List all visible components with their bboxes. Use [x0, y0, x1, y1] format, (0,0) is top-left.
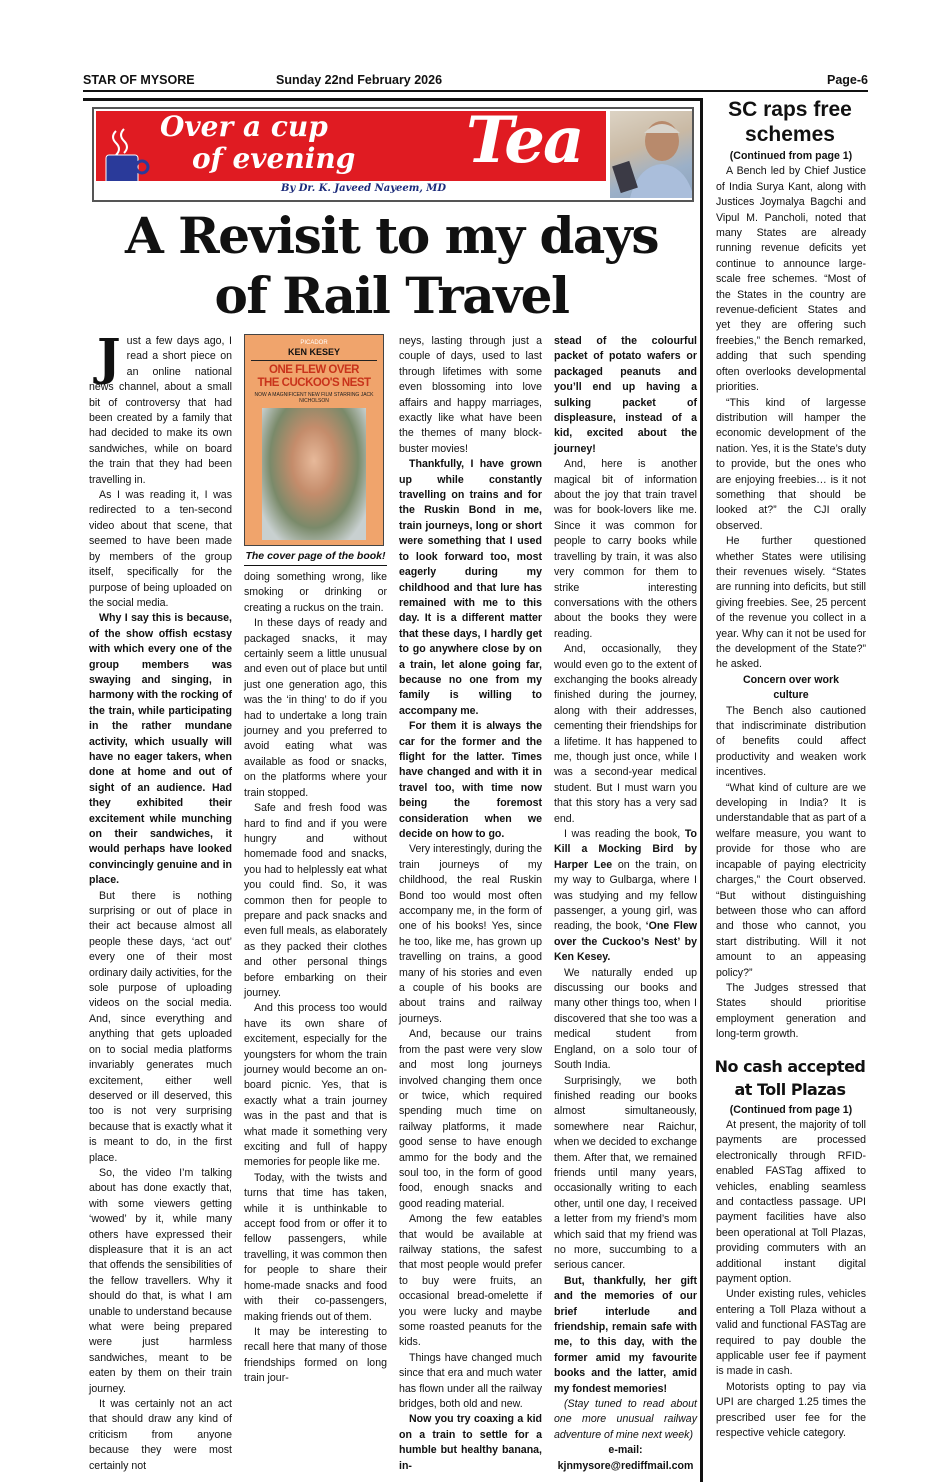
paragraph: And this process too would have its own share of excitement, especially for the youngsters for whom the train journey would become an on-board picnic. Yes, that is exactly what a train journey was in the past and that is what made it something very exciting and full of happy memories for people like me.	[244, 1002, 387, 1169]
paragraph: He further questioned whether States were utilising their revenues wisely. “States are running into deficits, but still giving freebies. See, 25 percent of the revenue you collect in a year. Why can it not be used for the development of the State?” he asked.	[716, 535, 866, 671]
book-author: KEN KESEY	[251, 347, 377, 361]
paragraph: Among the few eatables that would be available at railway stations, the safest that most people would prefer to buy were fruits, an occasional bread-omelette if you were lucky and maybe some roasted peanuts for the kids.	[399, 1213, 542, 1349]
image-caption: The cover page of the book!	[244, 549, 387, 566]
continued-note: (Continued from page 1)	[729, 1103, 853, 1116]
issue-date: Sunday 22nd February 2026	[276, 73, 443, 87]
paragraph: Thankfully, I have grown up while constantly travelling on trains and for the Ruskin Bond in me, train journeys, long or short were something that I used to look forward too, most eagerly during my childhood and that lure has remained with me to this day. It is a different matter that these days, I hardly get to go anywhere close by on a train, let alone going far, because no one from my family is willing to accompany me.	[399, 458, 542, 717]
paragraph: The Judges stressed that States should prioritise employment generation and long-term growth.	[716, 981, 866, 1041]
headline-line2: of Rail Travel	[214, 266, 569, 325]
paragraph: Today, with the twists and turns that time has taken, while it is unthinkable to accept food from or offer it to fellow passengers, while travelling, it was common then for people to share their home-made snacks and food with their co-passengers, making friends out of them.	[244, 1171, 387, 1323]
article-frame	[83, 98, 703, 1482]
book-title-line1: ONE FLEW OVER	[269, 364, 359, 376]
paragraph: Now you try coaxing a kid on a train to settle for a humble but healthy banana, in-	[399, 1413, 542, 1472]
paragraph: The Bench also cautioned that indiscriminate distribution of benefits could affect productivity and weaken work incentives.	[716, 704, 866, 779]
book-reference: To Kill a Mocking Bird by Harper Lee	[554, 828, 697, 871]
paragraph: And, here is another magical bit of information about the joy that train travel was for book-lovers like me. Since it was common for people to carry books while travelling by train, it was also very common for them to strike interesting conversations with the others about the books they were reading.	[554, 458, 697, 640]
book-publisher: PICADOR	[300, 340, 328, 346]
article-column-1	[89, 327, 232, 1474]
sidebar-story-1	[716, 149, 866, 1043]
paragraph: In these days of ready and packaged snacks, it may certainly seem a little unusual and even out of place but until just one generation ago, this was the ‘in thing’ to do if you had to undertake a long train journey and you preferred to avoid eating what was available as food or snacks, on the platforms where your train stopped.	[244, 617, 387, 799]
sidebar-headline-1: SC raps free schemes	[728, 98, 852, 146]
book-cover-portrait	[262, 408, 366, 540]
paragraph: But there is nothing surprising or out of place in their act because almost all people these days, ‘act out’ every one of their most ordinary daily activities, for the sole purpose of uploading videos on the social media. And, since everything and anything that gets uploaded on to social media platforms invariably generates much excitement, either well deserved or ill deserved, this too is not very surprising because that is exactly what it is meant to do, in the first place.	[89, 889, 232, 1164]
paragraph: stead of the colourful packet of potato wafers or packaged peanuts and you’ll end up having a sulking packet of displeasure, instead of a kid, excited about the journey!	[554, 335, 697, 455]
column-banner	[92, 107, 694, 202]
drop-cap: J	[97, 327, 121, 386]
continued-note: (Continued from page 1)	[729, 150, 853, 162]
article-column-2	[244, 334, 387, 1387]
banner-line1: Over a cup	[160, 110, 328, 143]
paragraph: Why I say this is because, of the show offish ecstasy with which every one of the group members was swaying and singing, in harmony with the rocking of the train, while participating in the rather mundane activity, which usually will have no eager takers, when done at home and out of sight of an audience. Had they exhibited their excitement while munching on their sandwiches, it would perhaps have looked convincingly genuine and in place.	[89, 612, 232, 887]
headline-line1: A Revisit to my days	[124, 206, 659, 265]
sidebar-headline-2: No cash accepted at Toll Plazas	[714, 1056, 866, 1099]
paragraph: But, thankfully, her gift and the memories of our brief interlude and friendship, remain safe with me, to this day, with the former amid my favourite books and the latter, amid my fondest memories!	[554, 1274, 697, 1395]
article-column-4	[554, 334, 697, 1474]
book-reference: ‘One Flew over the Cuckoo’s Nest’ by Ken Kesey.	[554, 920, 697, 964]
book-cover-image	[244, 334, 384, 546]
text-run: I was reading the book,	[564, 828, 685, 840]
paragraph: As I was reading it, I was redirected to a ten-second video about that scene, that seemed to have been made by members of the group itself, specifically for the purpose of being uploaded on the social media.	[89, 489, 232, 609]
sidebar-story-2	[716, 1103, 866, 1442]
paragraph: At present, the majority of toll payments are processed electronically through RFID-enabled FASTag affixed to vehicles, enabling seamless and contactless passage. UPI payment facilities have also been operational at Toll Plazas, providing commuters with an additional instant digital payment option.	[716, 1118, 866, 1286]
book-title-line2: THE CUCKOO'S NEST	[257, 377, 371, 389]
paragraph: Motorists opting to pay via UPI are charged 1.25 times the prescribed user fee for the respective vehicle category.	[716, 1380, 866, 1440]
paragraph: “What kind of culture are we developing in India? It is understandable that as part of a welfare measure, you want to provide for those who are incapable of paying electricity charges,” the Court observed. “But without distinguishing between those who can afford and those who cannot, you start distributing. Will it not amount to an appeasing policy?”	[716, 781, 866, 979]
article-columns	[89, 327, 697, 1474]
paragraph: And, because our trains from the past were very slow and most long journeys involved changing them once or twice, which required spending much time on railway platforms, it made good sense to have enough ammo for the body and the soul too, in the form of good food, enough snacks and good reading material.	[399, 1028, 542, 1210]
paragraph: Safe and fresh food was hard to find and if you were hungry and without homemade food and snacks, you had to helplessly eat what you could find. So, it was common then for people to prepare and pack snacks and even full meals, as elaborately as they packed their clothes and other personal things before embarking on their journey.	[244, 802, 387, 999]
paragraph	[554, 827, 697, 966]
email-label: e-mail:	[608, 1444, 643, 1457]
paragraph: doing something wrong, like smoking or drinking or creating a ruckus on the train.	[244, 571, 387, 614]
book-title	[257, 364, 370, 390]
banner-line2: of evening	[192, 142, 356, 175]
paragraph: It may be interesting to recall here that many of those friendships formed on long train jour-	[244, 1325, 387, 1385]
page-number: Page-6	[827, 73, 868, 87]
paragraph: Things have changed much since that era and much water has flown under all the railway bridges, both old and new.	[399, 1351, 542, 1411]
author-email-link[interactable]: kjnmysore@rediffmail.com	[557, 1459, 694, 1472]
article-column-3	[399, 334, 542, 1474]
paragraph: neys, lasting through just a couple of days, used to last through lifetimes with some even blossoming into love affairs and happy marriages, exactly like what have been the themes of many block-buster movies!	[399, 335, 542, 455]
paragraph: We naturally ended up discussing our books and many other things too, when I discovered that she too was a medical student from England, on a solo tour of South India.	[554, 966, 697, 1072]
masthead-rule	[83, 90, 868, 92]
paragraph: ust a few days ago, I read a short piece on an online national news channel, about a small bit of controversy that had been created by a family that had decided to make its own sandwiches, while on board the train that they had been travelling in.	[89, 335, 232, 486]
article-headline	[83, 206, 700, 326]
masthead	[83, 73, 868, 89]
banner-byline-strip	[96, 181, 606, 198]
sidebar	[712, 97, 868, 1442]
text-run: on the train, on my way to Gulbarga, where I was studying and my fellow passenger, a young girl, was reading, the book,	[554, 858, 697, 933]
banner-tea: Tea	[466, 107, 583, 178]
sign-off-note: (Stay tuned to read about one more unusual railway adventure of mine next week)	[554, 1398, 697, 1441]
paragraph: And, occasionally, they would even go to the extent of exchanging the books already finished during the journey, along with their addresses, cementing their friendships for a lifetime. It has happened to me, though just once, while I was a second-year medical student. But I must warn you that this story has a very sad end.	[554, 643, 697, 825]
paragraph: A Bench led by Chief Justice of India Surya Kant, along with Justices Joymalya Bagchi and Vipul M. Pancholi, noted that many States are already running revenue deficits yet continue to announce large-scale free schemes. “Most of the States in the country are revenue-deficient States and yet they are offering such freebies,” the Bench remarked, adding that such spending often overlooks developmental priorities.	[716, 165, 866, 394]
paragraph: Very interestingly, during the train journeys of my childhood, the real Ruskin Bond too would most often accompany me, in the form of one of his books! Yes, since he too, like me, has grown up travelling on trains, a good many of his stories and even a couple of his books are about trains and railway journeys.	[399, 843, 542, 1025]
paragraph: Surprisingly, we both finished reading our books almost simultaneously, somewhere near Raichur, when we decided to exchange them. After that, we remained friends until many years, occasionally writing to each other, until one day, I received a letter from my friend’s mom which said that my friend was no more, succumbing to a serious cancer.	[554, 1074, 697, 1272]
paragraph: “This kind of largesse distribution will hamper the economic development of the nation. Yes, it is the State’s duty to provide, but the ones who are enjoying freebies… is it not something that should be looked at?” the CJI orally observed.	[716, 396, 866, 532]
book-subtitle: NOW A MAGNIFICENT NEW FILM STARRING JACK NICHOLSON	[254, 392, 374, 404]
paper-name: STAR OF MYSORE	[83, 73, 195, 87]
byline: By Dr. K. Javeed Nayeem, MD	[281, 183, 447, 194]
author-photo	[610, 111, 694, 198]
paragraph: It was certainly not an act that should draw any kind of criticism from anyone because they were most certainly not	[89, 1398, 232, 1472]
paragraph: So, the video I’m talking about has done exactly that, with some viewers getting ‘wowed’ by it, while many others have expressed their displeasure that it is an act that offends the sensibilities of the fellow travellers. Why it should do that, is what I am unable to understand because what were being prepared were just harmless sandwiches, meant to be eaten by them on their train journey.	[89, 1166, 232, 1395]
paragraph: Under existing rules, vehicles entering a Toll Plaza without a valid and functional FASTag are required to pay double the applicable user fee if payment is made in cash.	[716, 1288, 866, 1378]
paragraph: For them it is always the car for the former and the flight for the latter. Times have changed and with it in travel too, with time now being the foremost consideration when we decide on how to go.	[399, 720, 542, 840]
subheading: Concern over work culture	[743, 673, 839, 702]
